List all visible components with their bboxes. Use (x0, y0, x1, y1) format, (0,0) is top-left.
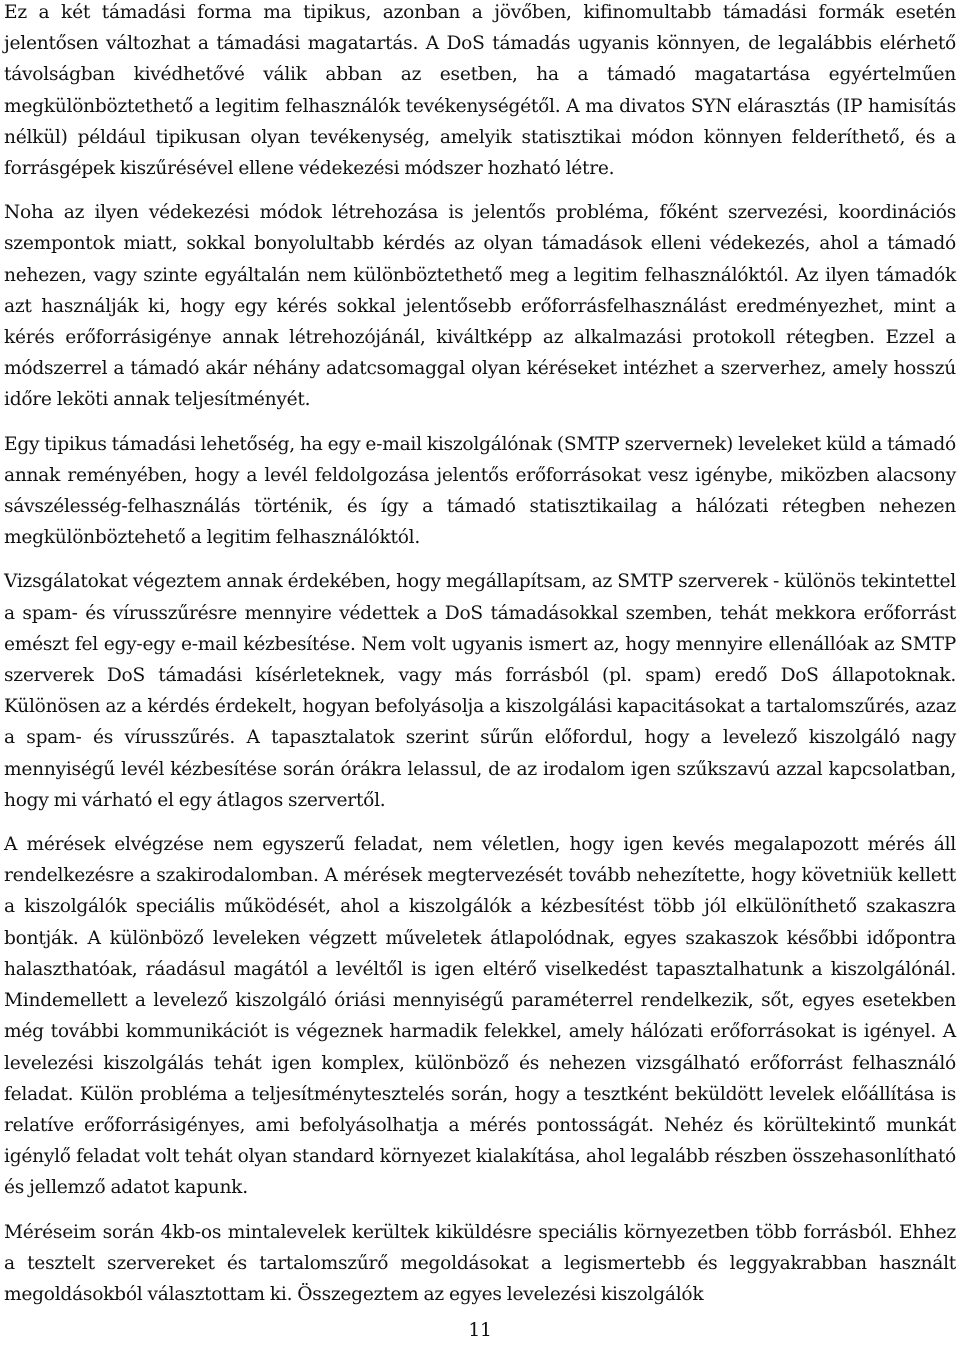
document-body (4, 0, 956, 1323)
paragraph-investigation: Vizsgálatokat végeztem annak érdekében, hogy megállapítsam, az SMTP szerverek - különös tekintettel a spam- és vírusszűrésre mennyire védettek a DoS támadásokkal szemben, tehát mekkora erőforrást emészt fel egy-egy e-mail kézbesítése. Nem volt ugyanis ismert az, hogy mennyire ellenállóak az SMTP szerverek DoS támadási kísérleteknek, vagy más forrásból (pl. spam) eredő DoS állapotoknak. Különösen az a kérdés érdekelt, hogyan befolyásolja a kiszolgálási kapacitásokat a tartalomszűrés, azaz a spam- és vírusszűrés. A tapasztalatok szerint sűrűn előfordul, hogy a levelező kiszolgáló nagy mennyiségű levél kézbesítése során órákra lelassul, de az irodalom igen szűkszavú azzal kapcsolatban, hogy mi várható el egy átlagos szervertől. (4, 571, 956, 811)
page-number: 11 (468, 1320, 492, 1341)
paragraph-measurement-setup: Méréseim során 4kb-os mintalevelek kerültek kiküldésre speciális környezetben több forrásból. Ehhez a tesztelt szervereket és tartalomszűrő megoldásokat a legismertebb és leggyakrabban használt megoldásokból választottam ki. Összegeztem az egyes levelezési kiszolgálók (4, 1221, 956, 1305)
document-page (4, 0, 956, 1348)
paragraph-dos-attack-forms: Ez a két támadási forma ma tipikus, azonban a jövőben, kifinomultabb támadási formák esetén jelentősen változhat a támadási magatartás. A DoS támadás ugyanis könnyen, de legalábbis elérhető távolságban kivédhetővé válik abban az esetben, ha a támadó magatartása egyértelműen megkülönböztethető a legitim felhasználók tevékenységétől. A ma divatos SYN elárasztás (IP hamisítás nélkül) például tipikusan olyan tevékenység, amelyik statisztikai módon könnyen felderíthető, és a forrásgépek kiszűrésével ellene védekezési módszer hozható létre. (4, 2, 956, 180)
paragraph-smtp-attack: Egy tipikus támadási lehetőség, ha egy e-mail kiszolgálónak (SMTP szervernek) leveleket küld a támadó annak reményében, hogy a levél feldolgozása jelentős erőforrásokat vesz igénybe, miközben alacsony sávszélesség-felhasználás történik, és így a támadó statisztikailag a hálózati rétegben nehezen megkülönböztehető a legitim felhasználóktól. (4, 433, 956, 549)
paragraph-defense-complexity: Noha az ilyen védekezési módok létrehozása is jelentős probléma, főként szervezési, koordinációs szempontok miatt, sokkal bonyolultabb kérdés az olyan támadások elleni védekezés, ahol a támadó nehezen, vagy szinte egyáltalán nem különböztethető meg a legitim felhasználóktól. Az ilyen támadók azt használják ki, hogy egy kérés sokkal jelentősebb erőforrásfelhasználást eredményezhet, mint a kérés erőforrásigénye annak létrehozójánál, kiváltképp az alkalmazási protokoll rétegben. Ezzel a módszerrel a támadó akár néhány adatcsomaggal olyan kéréseket intézhet a szerverhez, amely hosszú időre leköti annak teljesítményét. (4, 202, 956, 411)
paragraph-measurement-difficulty: A mérések elvégzése nem egyszerű feladat, nem véletlen, hogy igen kevés megalapozott mérés áll rendelkezésre a szakirodalomban. A mérések megtervezését tovább nehezítette, hogy követniük kellett a kiszolgálók speciális működését, ahol a kiszolgálók a kézbesítést több jól elkülöníthető szakaszra bontják. A különböző leveleken végzett műveletek átlapolódnak, egyes szakaszok későbbi időpontra halaszthatóak, ráadásul magától a levéltől is igen eltérő viselkedést tapasztalhatunk a kiszolgálónál. Mindemellett a levelező kiszolgáló óriási mennyiségű paraméterrel rendelkezik, sőt, egyes esetekben még további kommunikációt is végeznek harmadik felekkel, amely hálózati erőforrásokat is igényel. A levelezési kiszolgálás tehát igen komplex, különböző és nehezen vizsgálható erőforrást felhasználó feladat. Külön probléma a teljesítménytesztelés során, hogy a tesztként beküldött levelek előállítása is relatíve erőforrásigényes, ami befolyásolhatja a mérés pontosságát. Nehéz és körültekintő munkát igénylő feladat volt tehát olyan standard környezet kialakítása, ahol legalább részben összehasonlítható és jellemző adatot kapunk. (4, 834, 956, 1199)
